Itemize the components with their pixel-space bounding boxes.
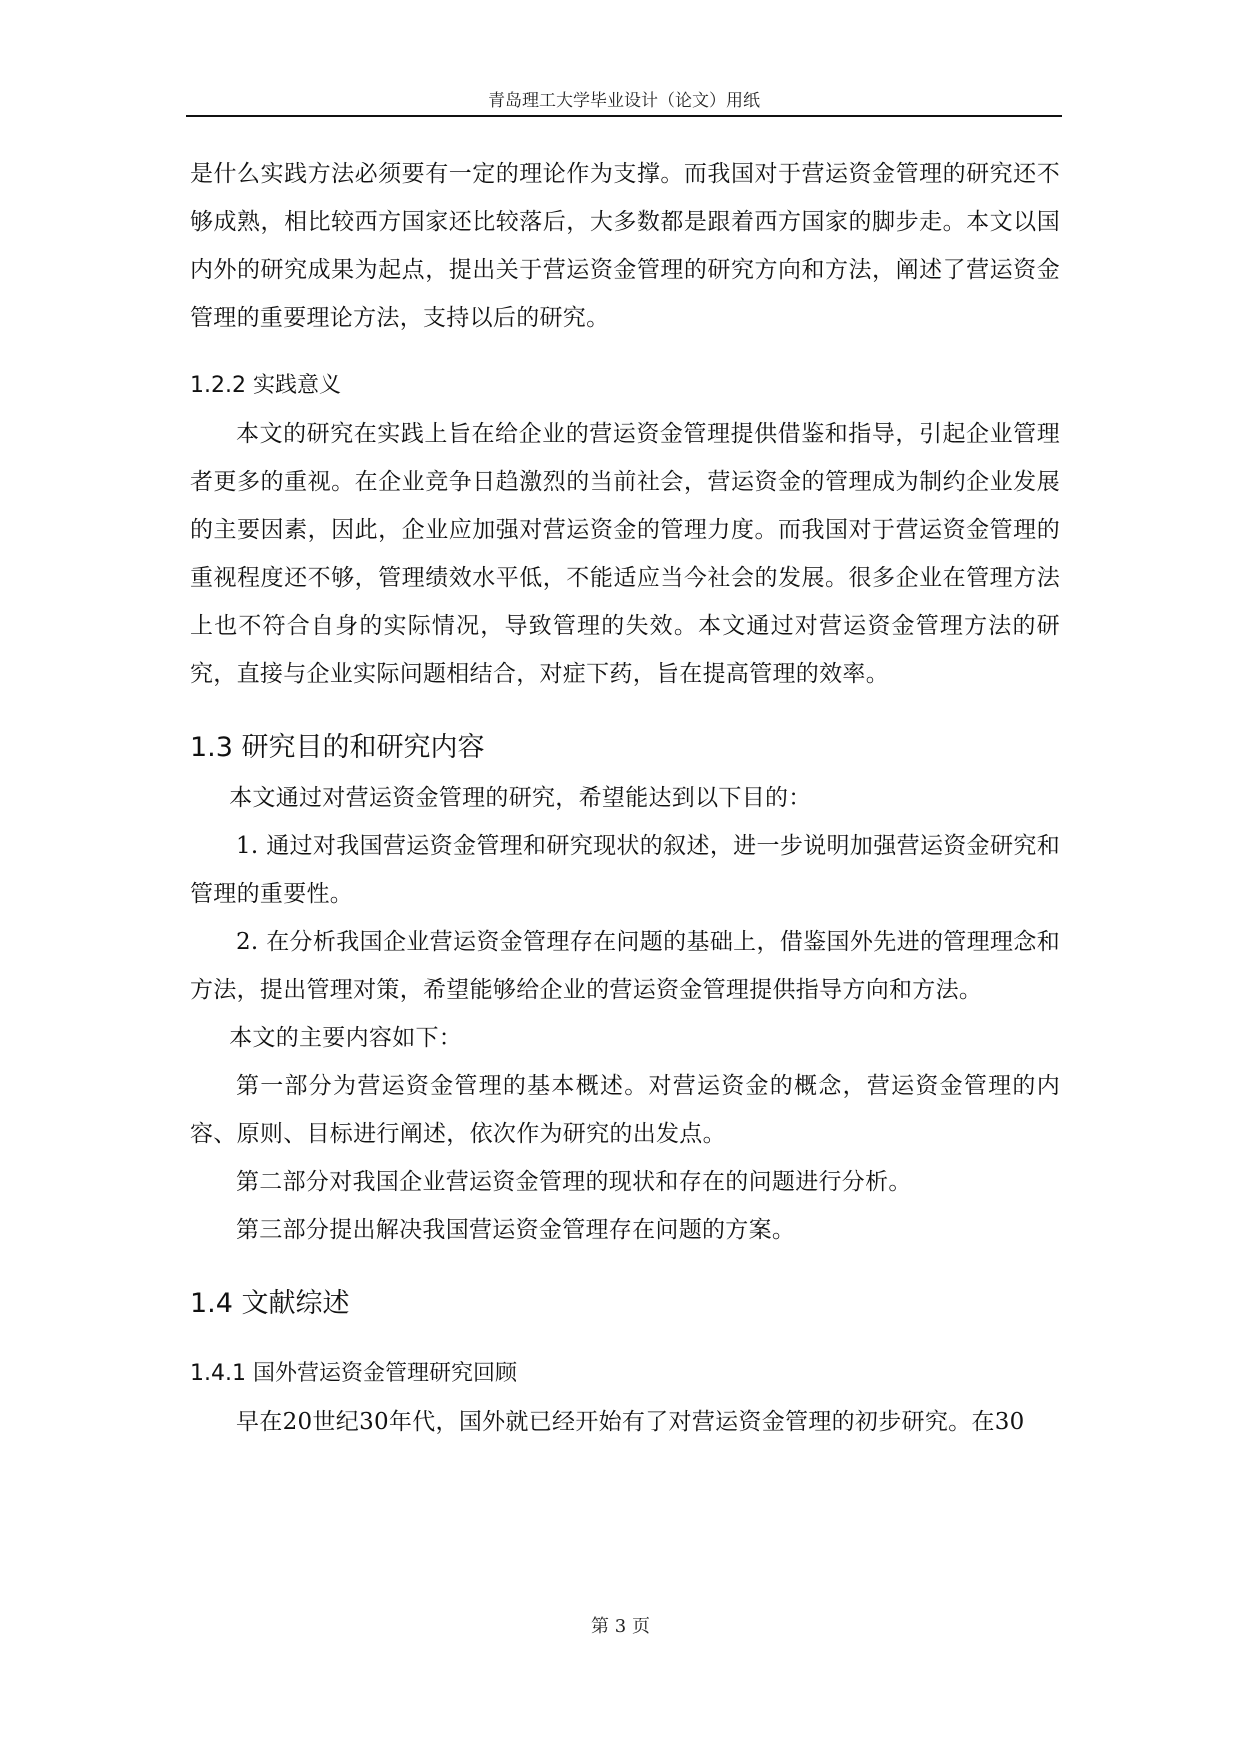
paragraph-part-3: 第三部分提出解决我国营运资金管理存在问题的方案。 [236,1217,796,1243]
page-header: 青岛理工大学毕业设计（论文）用纸 [488,91,760,111]
paragraph-content-intro: 本文的主要内容如下： [229,1025,463,1051]
page-body [190,150,1060,1446]
heading-1-2-2: 1.2.2 实践意义 [190,373,341,398]
paragraph-part-2: 第二部分对我国企业营运资金管理的现状和存在的问题进行分析。 [236,1169,912,1195]
heading-1-4: 1.4 文献综述 [190,1288,350,1319]
header-rule [186,115,1062,117]
paragraph-theory-support: 是什么实践方法必须要有一定的理论作为支撑。而我国对于营运资金管理的研究还不够成熟，相比较西方国家还比较落后，大多数都是跟着西方国家的脚步走。本文以国内外的研究成果为起点，提出关于营运资金管理的研究方向和方法，阐述了营运资金管理的重要理论方法，支持以后的研究。 [190,161,1060,331]
paragraph-part-1: 第一部分为营运资金管理的基本概述。对营运资金的概念，营运资金管理的内容、原则、目标进行阐述，依次作为研究的出发点。 [190,1073,1060,1147]
page-number: 第 3 页 [591,1616,650,1637]
heading-1-3: 1.3 研究目的和研究内容 [190,732,485,763]
paragraph-purpose-2: 2. 在分析我国企业营运资金管理存在问题的基础上，借鉴国外先进的管理理念和方法，提出管理对策，希望能够给企业的营运资金管理提供指导方向和方法。 [190,929,1060,1003]
paragraph-purpose-1: 1. 通过对我国营运资金管理和研究现状的叙述，进一步说明加强营运资金研究和管理的重要性。 [190,833,1060,907]
paragraph-purpose-intro: 本文通过对营运资金管理的研究，希望能达到以下目的： [229,785,812,811]
paragraph-practical-significance: 本文的研究在实践上旨在给企业的营运资金管理提供借鉴和指导，引起企业管理者更多的重视。在企业竞争日趋激烈的当前社会，营运资金的管理成为制约企业发展的主要因素，因此，企业应加强对营运资金的管理力度。而我国对于营运资金管理的重视程度还不够，管理绩效水平低，不能适应当今社会的发展。很多企业在管理方法上也不符合自身的实际情况，导致管理的失效。本文通过对营运资金管理方法的研究，直接与企业实际问题相结合，对症下药，旨在提高管理的效率。 [190,421,1060,687]
paragraph-foreign-review: 早在20世纪30年代，国外就已经开始有了对营运资金管理的初步研究。在30 [236,1409,1025,1435]
heading-1-4-1: 1.4.1 国外营运资金管理研究回顾 [190,1361,517,1386]
